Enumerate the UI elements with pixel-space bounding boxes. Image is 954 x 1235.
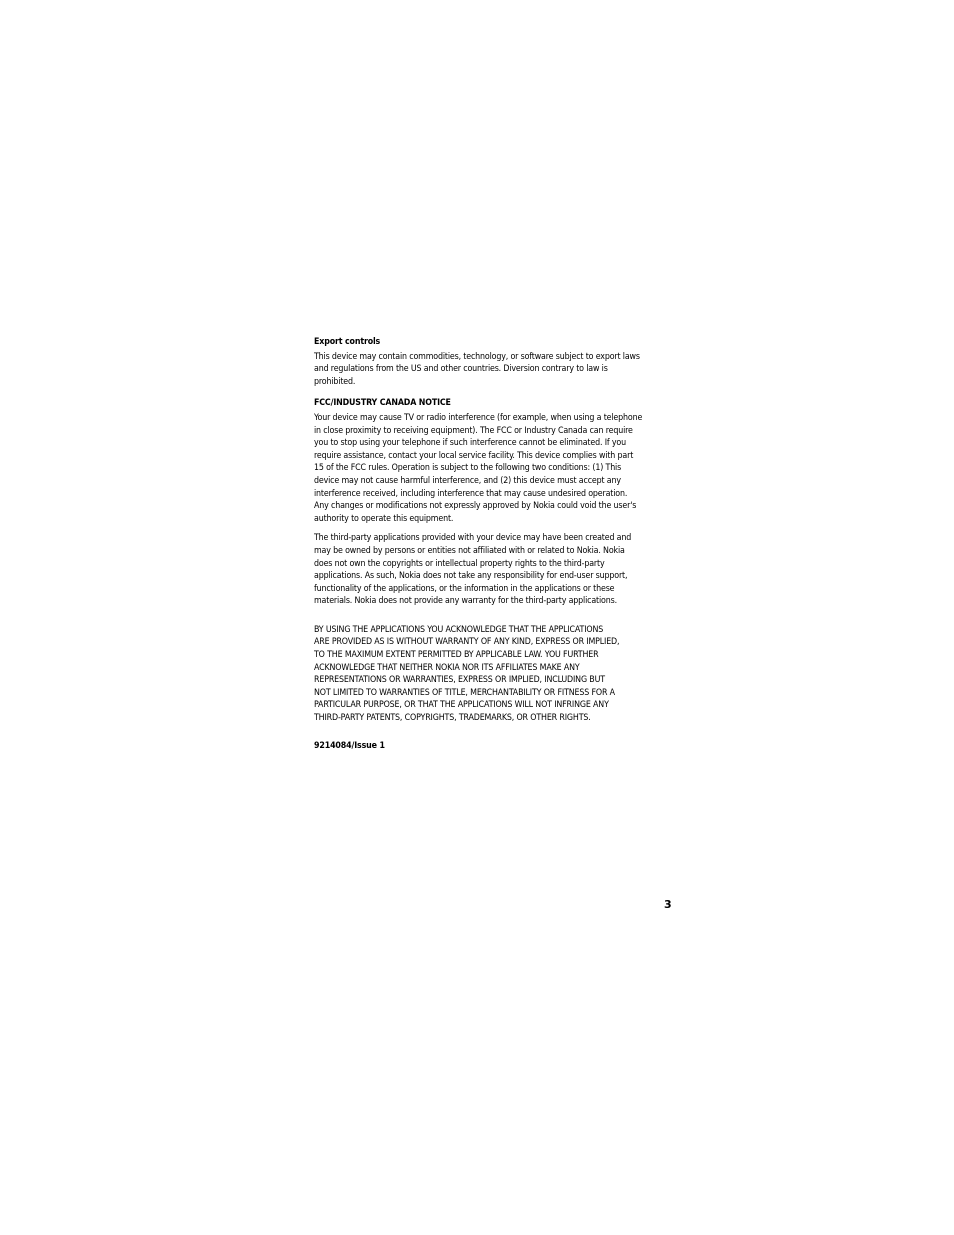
export-controls-heading: Export controls: [314, 337, 381, 347]
issue-code: 9214084/Issue 1: [314, 740, 385, 751]
export-controls-text: This device may contain commodities, technology, or software subject to export laws and regulations from the US and other countries. Diversion contrary to law is prohibited.: [314, 351, 640, 387]
warranty-disclaimer-text: BY USING THE APPLICATIONS YOU ACKNOWLEDGE THAT THE APPLICATIONS ARE PROVIDED AS IS WITHOUT WARRANTY OF ANY KIND, EXPRESS OR IMPLIED, TO THE MAXIMUM EXTENT PERMITTED BY APPLICABLE LAW. YOU FURTHER ACKNOWLEDGE THAT NEITHER NOKIA NOR ITS AFFILIATES MAKE ANY REPRESENTATIONS OR WARRANTIES, EXPRESS OR IMPLIED, INCLUDING BUT NOT LIMITED TO WARRANTIES OF TITLE, MERCHANTABILITY OR FITNESS FOR A PARTICULAR PURPOSE, OR THAT THE APPLICATIONS WILL NOT INFRINGE ANY THIRD-PARTY PATENTS, COPYRIGHTS, TRADEMARKS, OR OTHER RIGHTS.: [314, 624, 620, 724]
page-number: 3: [664, 898, 672, 911]
page-content: [314, 336, 676, 752]
fcc-notice-section: [314, 397, 676, 525]
fcc-notice-heading: FCC/INDUSTRY CANADA NOTICE: [314, 398, 451, 409]
third-party-apps-text: The third-party applications provided with your device may have been created and may be owned by persons or entities not affiliated with or related to Nokia. Nokia does not own the copyrights or intellectual property rights to the third-party applications. As such, Nokia does not take any responsibility for end-user support, functionality of the applications, or the information in the applications or these materials. Nokia does not provide any warranty for the third-party applications.: [314, 533, 632, 607]
export-controls-section: [314, 336, 676, 388]
fcc-notice-text: Your device may cause TV or radio interference (for example, when using a telephone in close proximity to receiving equipment). The FCC or Industry Canada can require you to stop using your telephone if such interference cannot be eliminated. If you require assistance, contact your local service facility. This device complies with part 15 of the FCC rules. Operation is subject to the following two conditions: (1) This device may not cause harmful interference, and (2) this device must accept any interference received, including interference that may cause undesired operation. Any changes or modifications not expressly approved by Nokia could void the user's authority to operate this equipment.: [314, 412, 643, 524]
